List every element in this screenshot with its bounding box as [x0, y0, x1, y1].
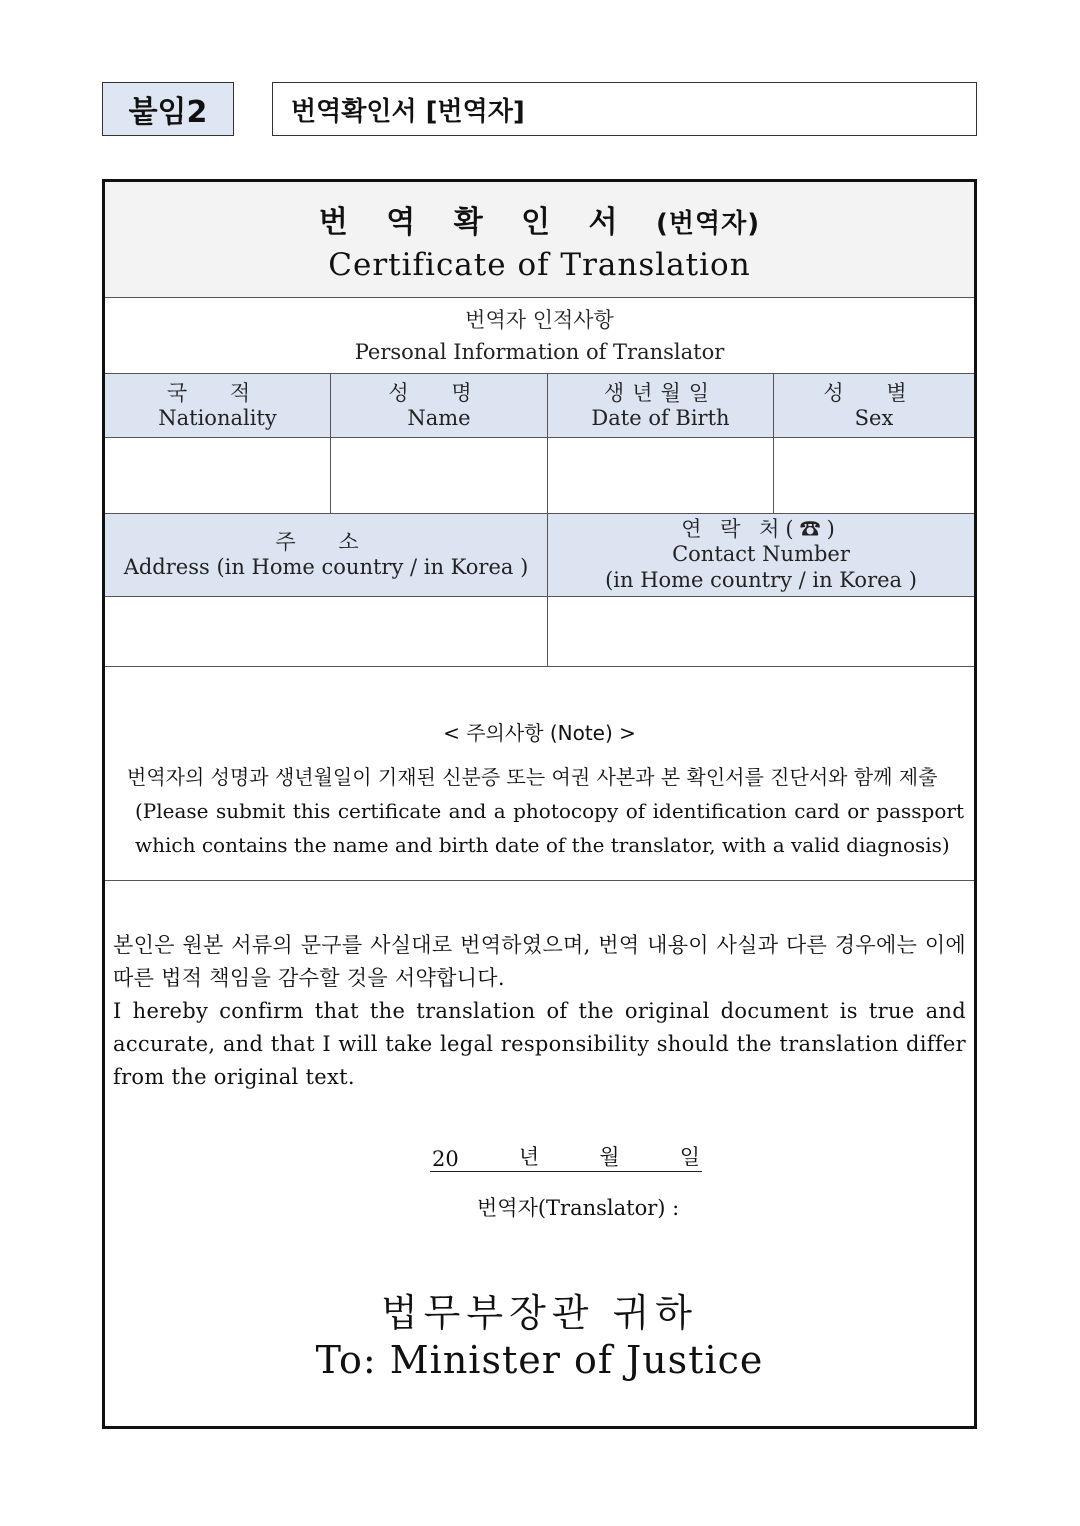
date-year: 년: [518, 1145, 540, 1169]
note-section: [105, 667, 974, 881]
certificate-form: [102, 179, 977, 1429]
section-title-korean: 번역자 인적사항: [465, 307, 614, 332]
address-input-row: [105, 597, 974, 667]
addressee-english: To: Minister of Justice: [315, 1338, 764, 1382]
pledge-english: I hereby confirm that the translation of the original document is true and accurate, and that I will take legal responsibility should the translation differ from the original text.: [113, 999, 966, 1089]
personal-info-input-row: [105, 438, 974, 514]
title-english: Certificate of Translation: [328, 246, 751, 283]
attachment-label: 붙임2: [102, 82, 234, 136]
note-english: (Please submit this certificate and a photocopy of identification card or passport which contains the name and birth date of the translator, with a valid diagnosis): [135, 799, 964, 857]
date-year-prefix: 20: [432, 1147, 459, 1171]
address-header-row: [105, 514, 974, 597]
name-header: 성 명 Name: [331, 374, 548, 437]
address-field[interactable]: [105, 597, 548, 666]
note-korean: 번역자의 성명과 생년월일이 기재된 신분증 또는 여권 사본과 본 확인서를 진단서와 함께 제출: [127, 765, 938, 789]
contact-field[interactable]: [548, 597, 974, 666]
birth-date-header: 생년월일 Date of Birth: [548, 374, 774, 437]
note-title: < 주의사항 (Note) >: [443, 721, 636, 745]
title-row: [105, 182, 974, 298]
title-korean: 번 역 확 인 서 (번역자): [318, 204, 761, 240]
personal-info-header-row: [105, 374, 974, 438]
birth-date-field[interactable]: [548, 438, 774, 513]
date-month: 월: [599, 1145, 620, 1169]
addressee-korean: 법무부장관 귀하: [380, 1291, 699, 1335]
sex-header: 성 별 Sex: [823, 380, 925, 430]
translator-signature-label: 번역자(Translator) :: [477, 1196, 680, 1220]
address-header: 주 소 Address (in Home country / in Korea ): [105, 514, 548, 596]
name-field[interactable]: [331, 438, 548, 513]
nationality-field[interactable]: [105, 438, 331, 513]
pledge-korean: 본인은 원본 서류의 문구를 사실대로 번역하였으며, 번역 내용이 사실과 다른 경우에는 이에 따른 법적 책임을 감수할 것을 서약합니다.: [113, 933, 966, 990]
date-day: 일: [679, 1145, 700, 1169]
section-title-english: Personal Information of Translator: [354, 339, 725, 364]
sex-field[interactable]: [774, 438, 974, 513]
section-header: [105, 298, 974, 374]
form-heading: 번역확인서 [번역자]: [272, 82, 977, 136]
date-line[interactable]: [430, 1142, 702, 1172]
contact-header: 연 락 처(☎) Contact Number (in Home country / in Korea ): [605, 517, 917, 592]
nationality-header: 국 적 Nationality: [105, 374, 331, 437]
